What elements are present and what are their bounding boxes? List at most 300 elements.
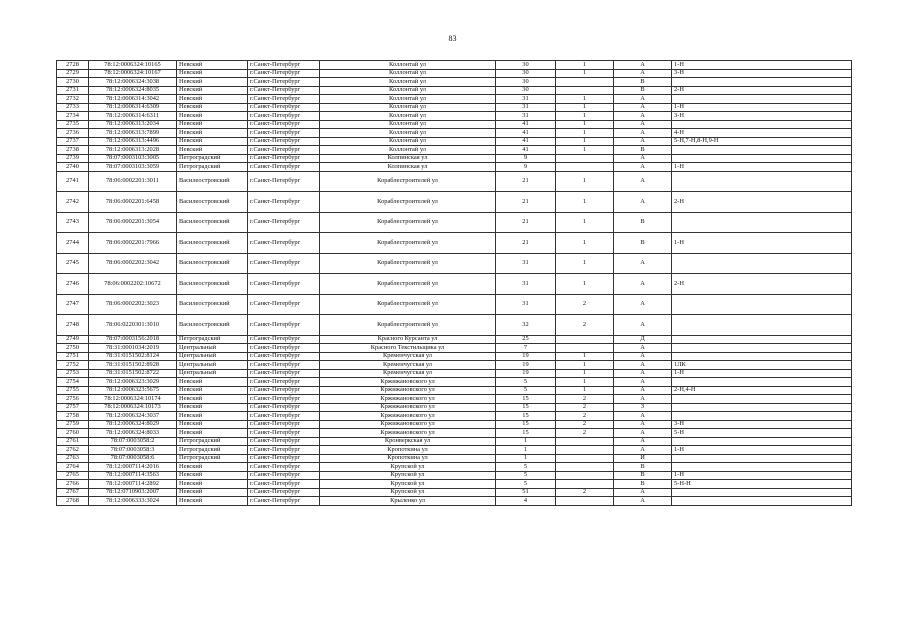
house-number-cell: 21 — [496, 171, 556, 192]
house-number-cell: 31 — [496, 103, 556, 112]
district-cell: Невский — [177, 488, 248, 497]
building-number-cell: 2 — [556, 403, 614, 412]
cadastral-number-cell: 78:12:0006324:8033 — [89, 429, 177, 438]
letter-cell: А — [614, 129, 672, 138]
district-cell: Невский — [177, 420, 248, 429]
district-cell: Невский — [177, 386, 248, 395]
letter-cell: А — [614, 112, 672, 121]
street-cell: Коллонтай ул — [320, 137, 496, 146]
district-cell: Центральный — [177, 352, 248, 361]
district-cell: Невский — [177, 112, 248, 121]
city-cell: г.Санкт-Петербург — [248, 344, 320, 353]
district-cell: Петроградский — [177, 154, 248, 163]
row-number-cell: 2736 — [57, 129, 89, 138]
row-number-cell: 2746 — [57, 274, 89, 295]
city-cell: г.Санкт-Петербург — [248, 471, 320, 480]
table-row — [57, 420, 852, 429]
table-row — [57, 437, 852, 446]
building-number-cell: 1 — [556, 361, 614, 370]
district-cell: Петроградский — [177, 335, 248, 344]
city-cell: г.Санкт-Петербург — [248, 378, 320, 387]
letter-cell: А — [614, 378, 672, 387]
building-number-cell — [556, 335, 614, 344]
district-cell: Василеостровский — [177, 253, 248, 274]
table-row — [57, 212, 852, 233]
district-cell: Невский — [177, 69, 248, 78]
letter-cell: А — [614, 253, 672, 274]
district-cell: Невский — [177, 146, 248, 155]
table-row — [57, 253, 852, 274]
district-cell: Центральный — [177, 369, 248, 378]
street-cell: Кораблестроителей ул — [320, 294, 496, 315]
premises-cell: 2-Н — [672, 86, 852, 95]
street-cell: Кржижановского ул — [320, 395, 496, 404]
table-row — [57, 335, 852, 344]
premises-cell — [672, 352, 852, 361]
cadastral-number-cell: 78:06:0002201:6458 — [89, 192, 177, 213]
street-cell: Коллонтай ул — [320, 86, 496, 95]
premises-cell — [672, 403, 852, 412]
city-cell: г.Санкт-Петербург — [248, 463, 320, 472]
house-number-cell: 31 — [496, 112, 556, 121]
premises-cell: 3-Н — [672, 420, 852, 429]
city-cell: г.Санкт-Петербург — [248, 120, 320, 129]
table-row — [57, 154, 852, 163]
building-number-cell: 1 — [556, 129, 614, 138]
premises-cell: 1-Н — [672, 233, 852, 254]
city-cell: г.Санкт-Петербург — [248, 488, 320, 497]
cadastral-number-cell: 78:12:0006324:3038 — [89, 78, 177, 87]
house-number-cell: 51 — [496, 488, 556, 497]
cadastral-number-cell: 78:12:0006324:3037 — [89, 412, 177, 421]
premises-cell — [672, 488, 852, 497]
table-row — [57, 471, 852, 480]
table-row — [57, 361, 852, 370]
table-row — [57, 146, 852, 155]
table-row — [57, 412, 852, 421]
premises-cell: 1-Н — [672, 471, 852, 480]
district-cell: Невский — [177, 137, 248, 146]
city-cell: г.Санкт-Петербург — [248, 137, 320, 146]
house-number-cell: 41 — [496, 129, 556, 138]
premises-cell — [672, 171, 852, 192]
street-cell: Крупской ул — [320, 471, 496, 480]
row-number-cell: 2729 — [57, 69, 89, 78]
premises-cell — [672, 212, 852, 233]
district-cell: Невский — [177, 129, 248, 138]
table-row — [57, 344, 852, 353]
house-number-cell: 31 — [496, 274, 556, 295]
city-cell: г.Санкт-Петербург — [248, 446, 320, 455]
letter-cell: А — [614, 103, 672, 112]
district-cell: Василеостровский — [177, 171, 248, 192]
premises-cell — [672, 315, 852, 336]
row-number-cell: 2767 — [57, 488, 89, 497]
city-cell: г.Санкт-Петербург — [248, 95, 320, 104]
premises-cell: 1-Н — [672, 61, 852, 70]
district-cell: Невский — [177, 61, 248, 70]
premises-cell: 3-Н — [672, 69, 852, 78]
city-cell: г.Санкт-Петербург — [248, 352, 320, 361]
building-number-cell: 2 — [556, 429, 614, 438]
house-number-cell: 19 — [496, 352, 556, 361]
cadastral-number-cell: 78:07:0003156:2018 — [89, 335, 177, 344]
letter-cell: В — [614, 78, 672, 87]
letter-cell: А — [614, 497, 672, 506]
table-row — [57, 69, 852, 78]
city-cell: г.Санкт-Петербург — [248, 129, 320, 138]
building-number-cell: 2 — [556, 315, 614, 336]
building-number-cell: 1 — [556, 61, 614, 70]
district-cell: Невский — [177, 395, 248, 404]
letter-cell: А — [614, 315, 672, 336]
city-cell: г.Санкт-Петербург — [248, 454, 320, 463]
row-number-cell: 2759 — [57, 420, 89, 429]
premises-cell: 5-Н-Н — [672, 480, 852, 489]
district-cell: Центральный — [177, 361, 248, 370]
cadastral-number-cell: 78:07:0003058:6 — [89, 454, 177, 463]
table-row — [57, 233, 852, 254]
row-number-cell: 2730 — [57, 78, 89, 87]
building-number-cell: 1 — [556, 95, 614, 104]
city-cell: г.Санкт-Петербург — [248, 429, 320, 438]
premises-cell: 5-Н,7-Н,8-Н,9-Н — [672, 137, 852, 146]
city-cell: г.Санкт-Петербург — [248, 335, 320, 344]
building-number-cell — [556, 471, 614, 480]
house-number-cell: 31 — [496, 95, 556, 104]
table-row — [57, 129, 852, 138]
row-number-cell: 2762 — [57, 446, 89, 455]
street-cell: Коллонтай ул — [320, 61, 496, 70]
cadastral-number-cell: 78:12:0006313:2034 — [89, 120, 177, 129]
district-cell: Петроградский — [177, 437, 248, 446]
premises-cell — [672, 454, 852, 463]
city-cell: г.Санкт-Петербург — [248, 437, 320, 446]
cadastral-number-cell: 78:07:0003058:2 — [89, 437, 177, 446]
row-number-cell: 2764 — [57, 463, 89, 472]
building-number-cell: 2 — [556, 488, 614, 497]
cadastral-number-cell: 78:12:0007114:3563 — [89, 471, 177, 480]
district-cell: Василеостровский — [177, 274, 248, 295]
row-number-cell: 2751 — [57, 352, 89, 361]
table-row — [57, 352, 852, 361]
cadastral-number-cell: 78:12:0007114:2892 — [89, 480, 177, 489]
premises-cell: 4-Н — [672, 129, 852, 138]
cadastral-number-cell: 78:07:0003058:3 — [89, 446, 177, 455]
street-cell: Красного Текстильщика ул — [320, 344, 496, 353]
premises-cell: 2-Н,4-Н — [672, 386, 852, 395]
city-cell: г.Санкт-Петербург — [248, 497, 320, 506]
street-cell: Коллонтай ул — [320, 112, 496, 121]
row-number-cell: 2738 — [57, 146, 89, 155]
building-number-cell — [556, 463, 614, 472]
street-cell: Кораблестроителей ул — [320, 171, 496, 192]
street-cell: Красного Курсанта ул — [320, 335, 496, 344]
district-cell: Невский — [177, 403, 248, 412]
street-cell: Кржижановского ул — [320, 412, 496, 421]
building-number-cell — [556, 454, 614, 463]
street-cell: Кораблестроителей ул — [320, 315, 496, 336]
district-cell: Центральный — [177, 344, 248, 353]
letter-cell: А — [614, 61, 672, 70]
row-number-cell: 2757 — [57, 403, 89, 412]
building-number-cell: 1 — [556, 386, 614, 395]
row-number-cell: 2737 — [57, 137, 89, 146]
street-cell: Коллонтай ул — [320, 95, 496, 104]
row-number-cell: 2743 — [57, 212, 89, 233]
building-number-cell — [556, 497, 614, 506]
building-number-cell: 2 — [556, 412, 614, 421]
table-row — [57, 192, 852, 213]
premises-cell — [672, 335, 852, 344]
building-number-cell: 1 — [556, 69, 614, 78]
city-cell: г.Санкт-Петербург — [248, 386, 320, 395]
letter-cell: А — [614, 395, 672, 404]
house-number-cell: 15 — [496, 429, 556, 438]
house-number-cell: 32 — [496, 315, 556, 336]
table-row — [57, 480, 852, 489]
house-number-cell: 21 — [496, 192, 556, 213]
cadastral-number-cell: 78:06:0002202:3023 — [89, 294, 177, 315]
cadastral-number-cell: 78:12:0006323:3029 — [89, 378, 177, 387]
city-cell: г.Санкт-Петербург — [248, 274, 320, 295]
cadastral-number-cell: 78:12:0006313:4496 — [89, 137, 177, 146]
row-number-cell: 2741 — [57, 171, 89, 192]
letter-cell: А — [614, 69, 672, 78]
district-cell: Невский — [177, 412, 248, 421]
city-cell: г.Санкт-Петербург — [248, 315, 320, 336]
street-cell: Кропоткина ул — [320, 446, 496, 455]
building-number-cell — [556, 78, 614, 87]
premises-cell — [672, 463, 852, 472]
letter-cell: А — [614, 192, 672, 213]
premises-cell — [672, 95, 852, 104]
house-number-cell: 1 — [496, 437, 556, 446]
city-cell: г.Санкт-Петербург — [248, 294, 320, 315]
cadastral-number-cell: 78:12:0007114:2016 — [89, 463, 177, 472]
cadastral-number-cell: 78:31:0001034:2019 — [89, 344, 177, 353]
row-number-cell: 2755 — [57, 386, 89, 395]
table-row — [57, 112, 852, 121]
table-row — [57, 61, 852, 70]
table-row — [57, 454, 852, 463]
building-number-cell: 1 — [556, 192, 614, 213]
table-row — [57, 403, 852, 412]
street-cell: Коллонтай ул — [320, 69, 496, 78]
house-number-cell: 41 — [496, 137, 556, 146]
premises-cell: 1ЛК — [672, 361, 852, 370]
row-number-cell: 2733 — [57, 103, 89, 112]
letter-cell: А — [614, 437, 672, 446]
street-cell: Коллонтай ул — [320, 146, 496, 155]
row-number-cell: 2765 — [57, 471, 89, 480]
house-number-cell: 30 — [496, 86, 556, 95]
premises-cell — [672, 412, 852, 421]
premises-cell: 1-Н — [672, 446, 852, 455]
district-cell: Невский — [177, 120, 248, 129]
letter-cell: В — [614, 233, 672, 254]
house-number-cell: 9 — [496, 163, 556, 172]
row-number-cell: 2753 — [57, 369, 89, 378]
letter-cell: А — [614, 429, 672, 438]
letter-cell: А — [614, 386, 672, 395]
house-number-cell: 5 — [496, 378, 556, 387]
building-number-cell — [556, 163, 614, 172]
row-number-cell: 2734 — [57, 112, 89, 121]
city-cell: г.Санкт-Петербург — [248, 369, 320, 378]
letter-cell: В — [614, 146, 672, 155]
premises-cell: 3-Н — [672, 112, 852, 121]
table-row — [57, 488, 852, 497]
building-number-cell: 1 — [556, 274, 614, 295]
letter-cell: А — [614, 171, 672, 192]
cadastral-number-cell: 78:06:0220301:3010 — [89, 315, 177, 336]
letter-cell: А — [614, 420, 672, 429]
street-cell: Кржижановского ул — [320, 420, 496, 429]
premises-cell: 1-Н — [672, 163, 852, 172]
row-number-cell: 2768 — [57, 497, 89, 506]
street-cell: Кораблестроителей ул — [320, 212, 496, 233]
row-number-cell: 2735 — [57, 120, 89, 129]
street-cell: Коллонтай ул — [320, 78, 496, 87]
district-cell: Петроградский — [177, 163, 248, 172]
letter-cell: А — [614, 274, 672, 295]
premises-cell — [672, 344, 852, 353]
district-cell: Невский — [177, 78, 248, 87]
premises-cell: 2-Н — [672, 192, 852, 213]
premises-cell — [672, 395, 852, 404]
cadastral-number-cell: 78:07:0003103:3005 — [89, 154, 177, 163]
row-number-cell: 2756 — [57, 395, 89, 404]
street-cell: Коллонтай ул — [320, 120, 496, 129]
house-number-cell: 1 — [496, 454, 556, 463]
house-number-cell: 4 — [496, 497, 556, 506]
premises-cell: 5-Н — [672, 429, 852, 438]
table-row — [57, 274, 852, 295]
premises-cell — [672, 146, 852, 155]
row-number-cell: 2758 — [57, 412, 89, 421]
cadastral-number-cell: 78:31:0151502:8928 — [89, 361, 177, 370]
district-cell: Невский — [177, 378, 248, 387]
building-number-cell — [556, 154, 614, 163]
city-cell: г.Санкт-Петербург — [248, 233, 320, 254]
premises-cell: 2-Н — [672, 274, 852, 295]
building-number-cell — [556, 437, 614, 446]
building-number-cell: 2 — [556, 395, 614, 404]
district-cell: Невский — [177, 480, 248, 489]
house-number-cell: 19 — [496, 369, 556, 378]
letter-cell: А — [614, 488, 672, 497]
premises-cell — [672, 253, 852, 274]
premises-cell: 1-Н — [672, 103, 852, 112]
building-number-cell: 1 — [556, 103, 614, 112]
building-number-cell: 1 — [556, 352, 614, 361]
city-cell: г.Санкт-Петербург — [248, 146, 320, 155]
city-cell: г.Санкт-Петербург — [248, 420, 320, 429]
letter-cell: В — [614, 480, 672, 489]
table-row — [57, 315, 852, 336]
house-number-cell: 9 — [496, 154, 556, 163]
premises-cell — [672, 154, 852, 163]
row-number-cell: 2763 — [57, 454, 89, 463]
district-cell: Василеостровский — [177, 192, 248, 213]
street-cell: Кораблестроителей ул — [320, 192, 496, 213]
table-row — [57, 463, 852, 472]
building-number-cell: 1 — [556, 233, 614, 254]
row-number-cell: 2740 — [57, 163, 89, 172]
table-row — [57, 395, 852, 404]
house-number-cell: 30 — [496, 78, 556, 87]
letter-cell: А — [614, 446, 672, 455]
city-cell: г.Санкт-Петербург — [248, 69, 320, 78]
street-cell: Кржижановского ул — [320, 386, 496, 395]
row-number-cell: 2747 — [57, 294, 89, 315]
row-number-cell: 2742 — [57, 192, 89, 213]
row-number-cell: 2749 — [57, 335, 89, 344]
street-cell: Крупской ул — [320, 480, 496, 489]
street-cell: Колпинская ул — [320, 154, 496, 163]
house-number-cell: 5 — [496, 471, 556, 480]
street-cell: Колпинская ул — [320, 163, 496, 172]
letter-cell: А — [614, 137, 672, 146]
table-row — [57, 78, 852, 87]
cadastral-number-cell: 78:12:0006324:10174 — [89, 395, 177, 404]
building-number-cell: 1 — [556, 378, 614, 387]
street-cell: Кораблестроителей ул — [320, 253, 496, 274]
house-number-cell: 5 — [496, 463, 556, 472]
cadastral-number-cell: 78:12:0006313:7899 — [89, 129, 177, 138]
cadastral-number-cell: 78:31:0151502:8722 — [89, 369, 177, 378]
building-number-cell: 1 — [556, 120, 614, 129]
row-number-cell: 2745 — [57, 253, 89, 274]
district-cell: Невский — [177, 471, 248, 480]
table-row — [57, 103, 852, 112]
row-number-cell: 2732 — [57, 95, 89, 104]
letter-cell: В — [614, 212, 672, 233]
letter-cell: И — [614, 454, 672, 463]
table-row — [57, 294, 852, 315]
table-row — [57, 86, 852, 95]
street-cell: Кременчугская ул — [320, 352, 496, 361]
house-number-cell: 19 — [496, 361, 556, 370]
row-number-cell: 2739 — [57, 154, 89, 163]
building-number-cell: 1 — [556, 171, 614, 192]
street-cell: Крыленко ул — [320, 497, 496, 506]
city-cell: г.Санкт-Петербург — [248, 480, 320, 489]
row-number-cell: 2761 — [57, 437, 89, 446]
street-cell: Кременчугская ул — [320, 369, 496, 378]
cadastral-number-cell: 78:12:0006333:3024 — [89, 497, 177, 506]
letter-cell: В — [614, 463, 672, 472]
building-number-cell: 1 — [556, 253, 614, 274]
table-row — [57, 163, 852, 172]
cadastral-number-cell: 78:12:0006314:6309 — [89, 103, 177, 112]
house-number-cell: 15 — [496, 395, 556, 404]
letter-cell: Д — [614, 335, 672, 344]
building-number-cell — [556, 480, 614, 489]
letter-cell: В — [614, 471, 672, 480]
table-row — [57, 137, 852, 146]
premises-cell — [672, 78, 852, 87]
house-number-cell: 15 — [496, 403, 556, 412]
house-number-cell: 5 — [496, 386, 556, 395]
cadastral-number-cell: 78:12:0006314:3042 — [89, 95, 177, 104]
letter-cell: А — [614, 95, 672, 104]
table-row — [57, 378, 852, 387]
district-cell: Невский — [177, 95, 248, 104]
letter-cell: В — [614, 86, 672, 95]
cadastral-number-cell: 78:12:0006323:5675 — [89, 386, 177, 395]
